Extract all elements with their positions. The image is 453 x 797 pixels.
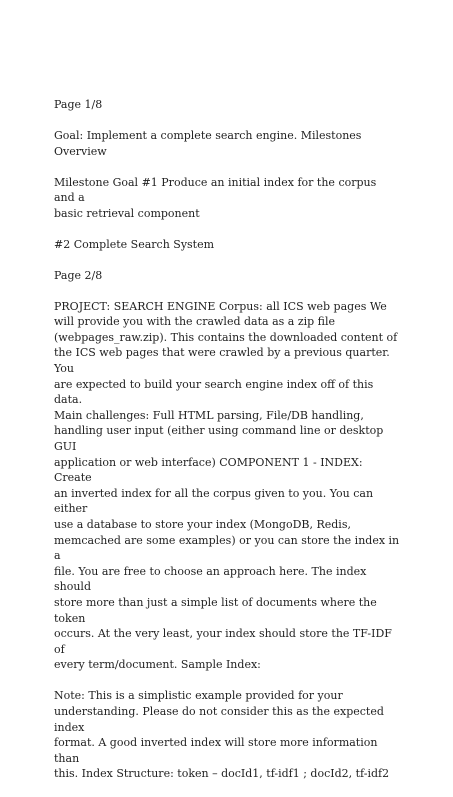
milestone-2-paragraph: #2 Complete Search System bbox=[54, 237, 215, 251]
page-label-2: Page 2/8 bbox=[54, 268, 103, 282]
goal-paragraph: Goal: Implement a complete search engine. Milestones Overview bbox=[54, 128, 362, 158]
page-label-1: Page 1/8 bbox=[54, 98, 103, 111]
project-description-paragraph: PROJECT: SEARCH ENGINE Corpus: all ICS web pages We will provide you with the crawled data as a zip file (webpages_raw.zip). This contains the downloaded content of the ICS web pages that were crawled by a previous quarter. You are expected to build your search engine index off of this data. Main challenges: Full HTML parsing, File/DB handling, handling user input (either using command line or desktop GUI application or web interface) COMPONENT 1 - INDEX: Create an inverted index for all the corpus given to you. You can either use a database to store your index (MongoDB, Redis, memcached are some examples) or you can store the index in a file. You are free to choose an approach here. The index should store more than just a simple list of documents where the token occurs. At the very least, your index should store the TF-IDF of every term/document. Sample Index: bbox=[54, 299, 400, 672]
document-body bbox=[54, 97, 400, 797]
note-paragraph: Note: This is a simplistic example provided for your understanding. Please do not consider this as the expected index format. A good inverted index will store more information than this. Index Structure: token – docId1, tf-idf1 ; docId2, tf-idf2 bbox=[54, 689, 390, 781]
milestone-1-paragraph: Milestone Goal #1 Produce an initial index for the corpus and a basic retrieval component bbox=[54, 175, 377, 220]
